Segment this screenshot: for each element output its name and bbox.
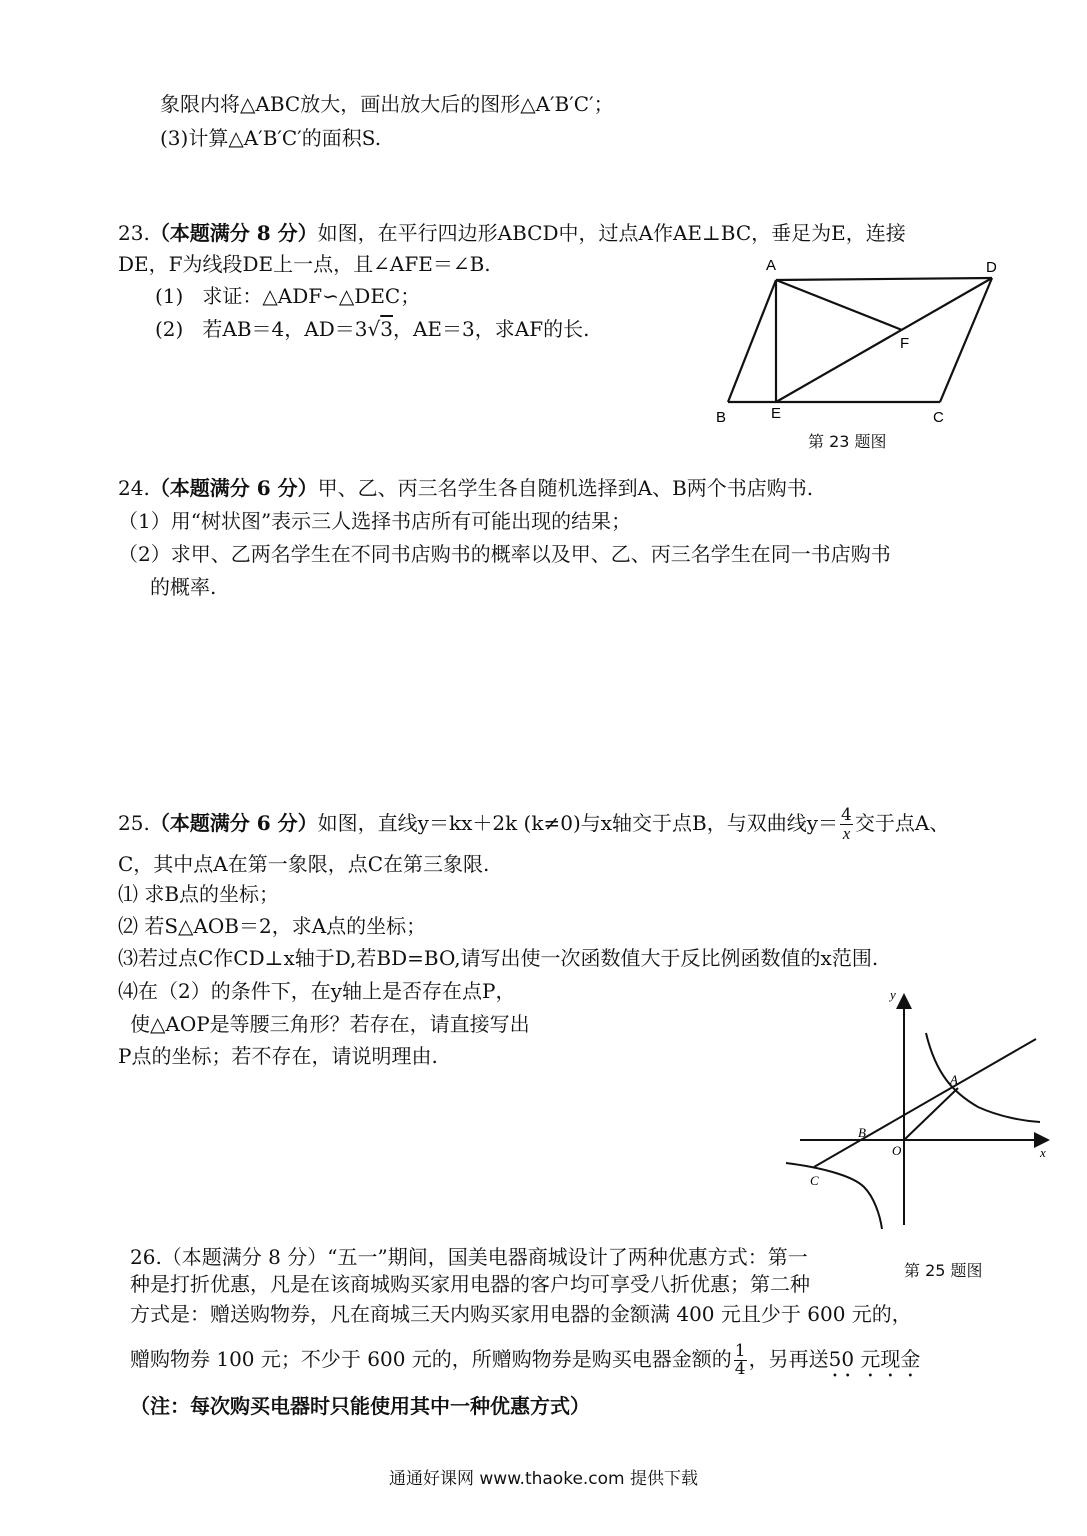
q23-part2-text-b: ，AE＝3，求AF的长.	[392, 317, 590, 341]
q26-line4	[130, 1342, 920, 1382]
q25-fraction-denominator: x	[842, 824, 851, 843]
q26-fraction	[734, 1343, 747, 1378]
label-b: B	[858, 1125, 866, 1140]
label-o: O	[892, 1143, 902, 1158]
q24-part1: （1）用“树状图”表示三人选择书店所有可能出现的结果；	[118, 509, 632, 533]
q25-part4-line1: ⑷在（2）的条件下，在y轴上是否存在点P，	[118, 979, 516, 1003]
q23-figure-caption: 第 23 题图	[808, 432, 887, 451]
line-y-kx-2k	[814, 1039, 1036, 1167]
q25-part2: ⑵ 若S△AOB＝2，求A点的坐标；	[118, 914, 427, 938]
hyperbola-branch-3	[786, 1163, 882, 1229]
q24-stem	[118, 474, 813, 502]
q23-figure	[712, 252, 1012, 432]
sqrt-radicand: 3	[380, 317, 393, 341]
label-c: C	[933, 409, 944, 426]
label-e: E	[771, 405, 782, 422]
q25-part1: ⑴ 求B点的坐标；	[118, 882, 280, 906]
q25-figure	[778, 985, 1058, 1235]
label-a: A	[950, 1072, 958, 1087]
label-d: D	[986, 259, 997, 276]
q26-line2: 种是打折优惠，凡是在该商城购买家用电器的客户均可享受八折优惠；第二种	[130, 1272, 810, 1296]
q24-score: （本题满分 6 分）	[149, 476, 318, 500]
q23-part1-text: 求证：△ADF∽△DEC；	[202, 284, 421, 308]
page-footer: 通通好课网 www.thaoke.com 提供下载	[388, 1469, 699, 1489]
q25-stem1a: 如图，直线y＝kx＋2k (k≠0)与x轴交于点B，与双曲线y＝	[317, 811, 839, 835]
q23-part2-number: (2)	[155, 317, 184, 341]
label-y: y	[890, 987, 896, 1002]
q25-figure-caption: 第 25 题图	[904, 1261, 983, 1280]
q26-fraction-denominator: 4	[734, 1359, 746, 1379]
q24-part2-line2: 的概率.	[150, 575, 217, 599]
q23-stem-line1	[118, 219, 906, 247]
q22-line2: (3)计算△A′B′C′的面积S.	[160, 126, 382, 150]
label-x: x	[1040, 1145, 1046, 1160]
label-a: A	[766, 257, 777, 274]
segment-de	[776, 278, 992, 402]
q25-part3: ⑶若过点C作CD⊥x轴于D,若BD=BO,请写出使一次函数值大于反比例函数值的x范围.	[118, 946, 879, 970]
q25-fraction-numerator: 4	[841, 805, 852, 825]
q23-part1-number: (1)	[155, 284, 184, 308]
side-ad	[776, 278, 992, 280]
q25-fraction	[840, 807, 853, 842]
segment-af	[776, 280, 902, 330]
q26-line3: 方式是：赠送购物券，凡在商城三天内购买家用电器的金额满 400 元且少于 600 元的，	[130, 1302, 912, 1326]
q26-line4-text-a: 赠购物券 100 元；不少于 600 元的，所赠购物券是购买电器金额的	[130, 1347, 732, 1371]
q25-stem-line1	[118, 806, 949, 842]
q26-fraction-numerator: 1	[734, 1341, 746, 1361]
q23-number: 23.	[118, 221, 150, 245]
q23-part2-text-a: 若AB＝4，AD＝3	[202, 317, 368, 341]
q25-number: 25.	[118, 811, 150, 835]
side-dc	[940, 278, 992, 402]
q25-part4-line3: P点的坐标；若不存在，请说明理由.	[118, 1044, 438, 1068]
q26-line1: 26.（本题满分 8 分）“五一”期间，国美电器商城设计了两种优惠方式：第一	[130, 1245, 808, 1269]
q23-part2	[155, 315, 589, 343]
q23-stem1: 如图，在平行四边形ABCD中，过点A作AE⊥BC，垂足为E，连接	[317, 221, 906, 245]
segment-oa	[904, 1088, 958, 1140]
q26-line4-emphasis: 50 元现金	[828, 1347, 921, 1371]
q25-stem1b: 交于点A、	[854, 811, 950, 835]
label-b: B	[716, 409, 727, 426]
q25-stem-line2: C，其中点A在第一象限，点C在第三象限.	[118, 852, 490, 876]
q23-stem-line2: DE，F为线段DE上一点，且∠AFE＝∠B.	[118, 252, 491, 276]
q24-number: 24.	[118, 476, 150, 500]
label-f: F	[900, 335, 910, 352]
q23-score: （本题满分 8 分）	[149, 221, 318, 245]
q22-line1: 象限内将△ABC放大，画出放大后的图形△A′B′C′；	[160, 92, 614, 116]
q24-stem-text: 甲、乙、丙三名学生各自随机选择到A、B两个书店购书.	[317, 476, 814, 500]
q25-score: （本题满分 6 分）	[149, 811, 318, 835]
q25-part4-line2: 使△AOP是等腰三角形？若存在，请直接写出	[130, 1012, 530, 1036]
label-c: C	[810, 1173, 819, 1188]
q26-note: （注：每次购买电器时只能使用其中一种优惠方式）	[130, 1394, 590, 1418]
q24-part2-line1: （2）求甲、乙两名学生在不同书店购书的概率以及甲、乙、丙三名学生在同一书店购书	[118, 542, 891, 566]
q23-part1	[155, 282, 420, 310]
q26-line4-text-b: ，另再送	[748, 1347, 829, 1371]
side-ab	[728, 280, 776, 402]
sqrt-symbol: √	[367, 317, 381, 341]
